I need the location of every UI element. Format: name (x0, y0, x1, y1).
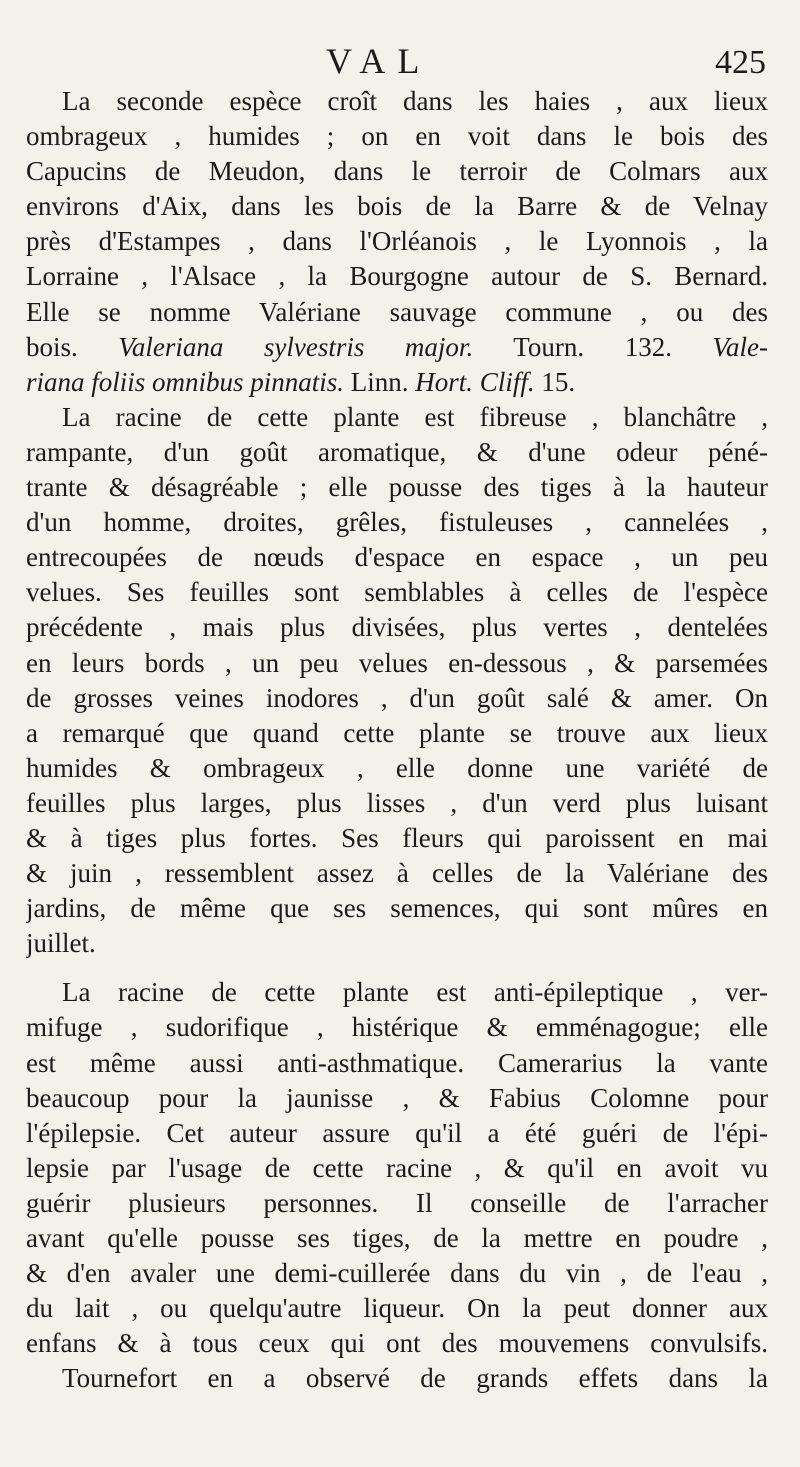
text-line: du lait , ou quelqu'autre liqueur. On la peut donner aux (26, 1293, 768, 1324)
text-line: a remarqué que quand cette plante se trouve aux lieux (26, 717, 768, 748)
page-number: 425 (715, 44, 766, 81)
text-line: de grosses veines inodores , d'un goût salé & amer. On (26, 682, 768, 713)
text-line: velues. Ses feuilles sont semblables à celles de l'espèce (26, 577, 768, 608)
text-fragment: bois. (26, 331, 78, 362)
paragraph-1 (26, 84, 768, 400)
latin-name: Vale- (712, 331, 768, 362)
text-line: Lorraine , l'Alsace , la Bourgogne autour de S. Bernard. (26, 261, 768, 292)
latin-name: riana foliis omnibus pinnatis. (26, 366, 345, 397)
text-line (26, 330, 768, 365)
text-line: Elle se nomme Valériane sauvage commune , ou des (26, 296, 768, 327)
text-line: mifuge , sudorifique , histérique & emménagogue; elle (26, 1012, 768, 1043)
text-line: La racine de cette plante est fibreuse , blanchâtre , (62, 401, 768, 432)
text-line: près d'Estampes , dans l'Orléanois , le Lyonnois , la (26, 226, 768, 257)
paragraph-3 (26, 975, 768, 1361)
text-line: beaucoup pour la jaunisse , & Fabius Colomne pour (26, 1082, 768, 1113)
text-line: enfans & à tous ceux qui ont des mouvemens convulsifs. (26, 1328, 768, 1359)
text-line: ombrageux , humides ; on en voit dans le bois des (26, 121, 768, 152)
text-line: trante & désagréable ; elle pousse des tiges à la hauteur (26, 472, 768, 503)
running-head: VAL (326, 41, 432, 81)
text-line: jardins, de même que ses semences, qui sont mûres en (26, 893, 768, 924)
text-line: l'épilepsie. Cet auteur assure qu'il a été guéri de l'épi- (26, 1117, 768, 1148)
citation: Tourn. 132. (513, 331, 672, 362)
paragraph-4 (26, 1361, 768, 1396)
text-line: feuilles plus larges, plus lisses , d'un verd plus luisant (26, 787, 768, 818)
body-text (26, 84, 768, 1396)
text-line: lepsie par l'usage de cette racine , & qu'il en avoit vu (26, 1152, 768, 1183)
text-line: en leurs bords , un peu velues en-dessous , & parsemées (26, 647, 768, 678)
text-line: entrecoupées de nœuds d'espace en espace , un peu (26, 542, 768, 573)
text-line: d'un homme, droites, grêles, fistuleuses , cannelées , (26, 507, 768, 538)
citation: Linn. (350, 366, 409, 397)
text-line: Tournefort en a observé de grands effets dans la (62, 1363, 768, 1394)
citation: 15. (541, 366, 576, 397)
text-line: & juin , ressemblent assez à celles de la Valériane des (26, 858, 768, 889)
text-line (26, 365, 768, 400)
citation-title: Hort. Cliff. (415, 366, 535, 397)
page-header (0, 38, 800, 84)
text-line: La seconde espèce croît dans les haies , aux lieux (62, 86, 768, 116)
text-line: environs d'Aix, dans les bois de la Barre & de Velnay (26, 191, 768, 222)
text-line: précédente , mais plus divisées, plus vertes , dentelées (26, 612, 768, 643)
text-line: guérir plusieurs personnes. Il conseille de l'arracher (26, 1187, 768, 1218)
text-line: & d'en avaler une demi-cuillerée dans du vin , de l'eau , (26, 1258, 768, 1289)
latin-name: Valeriana sylvestris major. (118, 331, 474, 362)
text-line: juillet. (26, 928, 96, 959)
paragraph-gap (26, 961, 768, 975)
text-line: rampante, d'un goût aromatique, & d'une odeur péné- (26, 436, 768, 467)
text-line: & à tiges plus fortes. Ses fleurs qui paroissent en mai (26, 822, 768, 853)
text-line: La racine de cette plante est anti-épileptique , ver- (62, 977, 768, 1008)
paragraph-2 (26, 400, 768, 962)
text-line: est même aussi anti-asthmatique. Camerarius la vante (26, 1047, 768, 1078)
text-line: avant qu'elle pousse ses tiges, de la mettre en poudre , (26, 1223, 768, 1253)
text-line: Capucins de Meudon, dans le terroir de Colmars aux (26, 156, 768, 187)
text-line: humides & ombrageux , elle donne une variété de (26, 752, 768, 783)
